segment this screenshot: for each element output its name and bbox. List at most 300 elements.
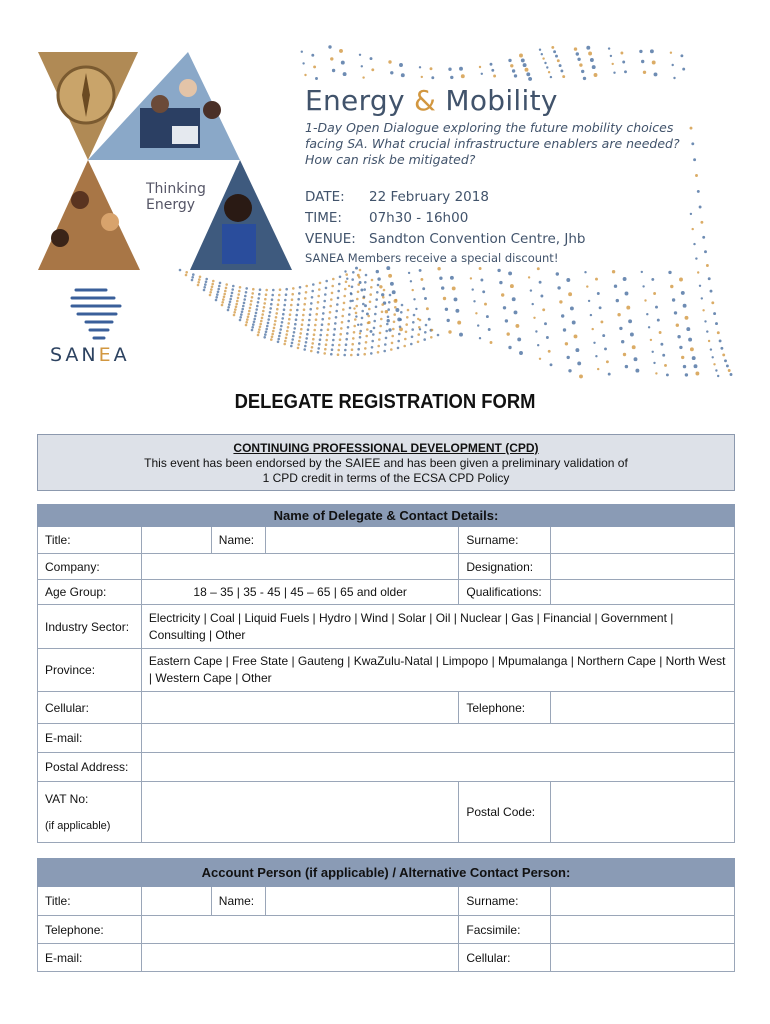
wave-dot	[269, 307, 272, 310]
wave-dot	[693, 243, 695, 245]
wave-dot	[259, 326, 262, 329]
wave-dot	[702, 236, 705, 239]
wave-dot	[283, 343, 286, 346]
wave-dot	[179, 269, 182, 272]
account-email-label: E-mail:	[38, 944, 142, 972]
wave-dot	[249, 303, 252, 306]
wave-dot	[412, 321, 415, 324]
wave-dot	[315, 318, 318, 321]
wave-dot	[204, 283, 207, 286]
wave-dot	[191, 276, 194, 279]
wave-dot	[532, 303, 534, 305]
wave-dot	[379, 325, 382, 328]
wave-dot	[381, 293, 384, 296]
wave-dot	[581, 70, 584, 73]
account-name-label: Name:	[211, 887, 265, 916]
wave-dot	[325, 287, 328, 290]
wave-dot	[323, 306, 326, 309]
wave-dot	[299, 286, 302, 289]
wave-dot	[630, 333, 634, 337]
wave-dot	[231, 292, 234, 295]
title-field[interactable]	[141, 527, 211, 554]
wave-dot	[450, 76, 453, 79]
wave-dot	[717, 331, 720, 334]
wave-dot	[375, 306, 378, 309]
wave-dot	[539, 281, 542, 284]
wave-dot	[702, 309, 704, 311]
wave-dot	[514, 310, 518, 314]
wave-dot	[730, 373, 733, 376]
wave-dot	[327, 328, 330, 331]
wave-dot	[424, 297, 427, 300]
wave-dot	[378, 338, 381, 341]
wave-dot	[345, 338, 348, 341]
wave-dot	[278, 335, 281, 338]
wave-dot	[331, 344, 334, 347]
time-label: TIME:	[305, 210, 342, 226]
wave-dot	[680, 54, 683, 57]
wave-dot	[530, 289, 532, 291]
wave-dot	[310, 302, 313, 305]
postal-address-field[interactable]	[141, 753, 734, 782]
wave-dot	[234, 308, 237, 311]
wave-dot	[302, 62, 304, 64]
telephone-field[interactable]	[551, 692, 735, 724]
wave-dot	[293, 327, 296, 330]
wave-dot	[251, 292, 254, 295]
wave-dot	[359, 336, 362, 339]
wave-dot	[574, 47, 577, 50]
wave-dot	[245, 291, 248, 294]
wave-dot	[539, 49, 541, 51]
account-cellular-field[interactable]	[551, 944, 735, 972]
wave-dot	[295, 314, 298, 317]
wave-dot	[348, 313, 351, 316]
wave-dot	[423, 338, 426, 341]
wave-dot	[371, 346, 374, 349]
wave-dot	[642, 285, 644, 287]
wave-dot	[323, 352, 326, 355]
wave-dot	[305, 341, 308, 344]
wave-dot	[593, 342, 595, 344]
wave-dot	[701, 297, 703, 299]
wave-dot	[537, 267, 540, 270]
event-time	[305, 210, 468, 226]
telephone-label: Telephone:	[459, 692, 551, 724]
wave-dot	[343, 295, 346, 298]
wave-dot	[291, 293, 294, 296]
wave-dot	[542, 308, 545, 311]
wave-dot	[254, 315, 257, 318]
wave-dot	[272, 289, 275, 292]
wave-dot	[692, 356, 696, 360]
wave-dot	[624, 70, 627, 73]
wave-dot	[221, 304, 224, 307]
wave-dot	[479, 337, 481, 339]
wave-dot	[650, 49, 654, 53]
wave-dot	[244, 295, 247, 298]
wave-dot	[437, 267, 440, 270]
wave-dot	[576, 52, 579, 55]
industry-sector-options[interactable]: Electricity | Coal | Liquid Fuels | Hydro | Wind | Solar | Oil | Nuclear | Gas | Financial | Government | Consulting | Other	[141, 605, 734, 649]
wave-dot	[391, 335, 394, 338]
wave-dot	[410, 280, 412, 282]
wave-dot	[349, 300, 352, 303]
wave-dot	[568, 369, 571, 372]
wave-dot	[285, 293, 288, 296]
wave-dot	[634, 357, 638, 361]
wave-dot	[192, 273, 195, 276]
wave-dot	[235, 306, 238, 309]
thinking-energy-logo	[146, 181, 206, 213]
wave-dot	[303, 308, 306, 311]
wave-dot	[337, 349, 340, 352]
wave-dot	[369, 293, 372, 296]
wave-dot	[359, 332, 361, 334]
wave-dot	[221, 301, 224, 304]
wave-dot	[557, 59, 560, 62]
wave-dot	[291, 298, 294, 301]
event-title-ampersand: &	[414, 84, 437, 117]
wave-dot	[263, 306, 266, 309]
wave-dot	[473, 300, 475, 302]
wave-dot	[525, 68, 529, 72]
age-group-options[interactable]: 18 – 35 | 35 - 45 | 45 – 65 | 65 and older	[141, 580, 458, 605]
wave-dot	[519, 351, 523, 355]
wave-dot	[395, 299, 398, 302]
surname-label: Surname:	[459, 527, 551, 554]
wave-dot	[218, 285, 221, 288]
wave-dot	[439, 277, 442, 280]
wave-dot	[361, 310, 364, 313]
wave-dot	[394, 306, 397, 309]
wave-dot	[347, 320, 350, 323]
wave-dot	[710, 290, 713, 293]
wave-dot	[472, 288, 474, 290]
account-name-field[interactable]	[265, 887, 459, 916]
wave-dot	[297, 347, 300, 350]
wave-dot	[211, 283, 214, 286]
wave-dot	[457, 321, 461, 325]
wave-dot	[225, 287, 228, 290]
wave-dot	[359, 54, 361, 56]
wave-dot	[215, 296, 218, 299]
wave-dot	[361, 317, 364, 320]
wave-dot	[197, 281, 200, 284]
wave-dot	[572, 321, 576, 325]
wave-dot	[266, 325, 269, 328]
wave-dot	[579, 63, 582, 66]
wave-dot	[227, 306, 230, 309]
wave-dot	[533, 317, 535, 319]
wave-dot	[284, 340, 287, 343]
wave-dot	[265, 293, 268, 296]
wave-dot	[246, 318, 249, 321]
time-value: 07h30 - 16h00	[369, 210, 469, 226]
wave-dot	[699, 206, 702, 209]
wave-dot	[243, 302, 246, 305]
wave-dot	[403, 345, 406, 348]
wave-dot	[695, 174, 698, 177]
wave-dot	[548, 350, 551, 353]
wave-dot	[325, 339, 328, 342]
wave-dot	[217, 291, 220, 294]
wave-dot	[278, 294, 281, 297]
wave-dot	[510, 64, 513, 67]
wave-dot	[259, 323, 262, 326]
wave-dot	[280, 325, 283, 328]
wave-dot	[267, 322, 270, 325]
wave-dot	[311, 342, 314, 345]
wave-dot	[245, 321, 248, 324]
wave-dot	[341, 315, 344, 318]
wave-dot	[541, 53, 543, 55]
wave-dot	[626, 306, 630, 310]
wave-dot	[528, 77, 532, 81]
qualifications-field[interactable]	[551, 580, 735, 605]
wave-dot	[648, 326, 650, 328]
wave-dot	[577, 361, 581, 365]
wave-dot	[247, 316, 250, 319]
event-banner	[0, 0, 770, 380]
wave-dot	[332, 339, 335, 342]
wave-dot	[499, 281, 502, 284]
wave-dot	[229, 298, 232, 301]
wave-dot	[245, 324, 248, 327]
designation-field[interactable]	[551, 554, 735, 580]
wave-dot	[610, 55, 612, 57]
wave-dot	[588, 52, 592, 56]
sanea-wordmark	[50, 344, 130, 366]
company-label: Company:	[38, 554, 142, 580]
wave-dot	[242, 305, 245, 308]
wave-dot	[217, 288, 220, 291]
wave-dot	[431, 329, 434, 332]
wave-dot	[291, 342, 294, 345]
wave-dot	[508, 59, 511, 62]
wave-dot	[672, 64, 674, 66]
email-field[interactable]	[141, 724, 734, 753]
wave-dot	[277, 341, 280, 344]
wave-dot	[252, 288, 255, 291]
wave-dot	[239, 319, 242, 322]
account-title-field[interactable]	[141, 887, 211, 916]
wave-dot	[595, 278, 598, 281]
wave-dot	[357, 324, 359, 326]
wave-dot	[224, 290, 227, 293]
wave-dot	[367, 322, 370, 325]
wave-dot	[353, 307, 355, 309]
wave-dot	[681, 356, 684, 359]
event-title-part: Mobility	[436, 84, 558, 117]
wave-dot	[281, 321, 284, 324]
wave-dot	[548, 71, 550, 73]
wave-dot	[237, 293, 240, 296]
wave-dot	[257, 331, 260, 334]
account-surname-field[interactable]	[551, 887, 735, 916]
wave-dot	[292, 335, 295, 338]
wave-dot	[512, 297, 516, 301]
wave-dot	[377, 277, 380, 280]
wave-dot	[620, 52, 623, 55]
wave-dot	[622, 61, 625, 64]
wave-dot	[717, 375, 719, 377]
account-facsimile-field[interactable]	[551, 916, 735, 944]
vat-field[interactable]	[141, 782, 458, 843]
wave-dot	[264, 333, 267, 336]
wave-dot	[459, 333, 463, 337]
wave-dot	[546, 336, 549, 339]
wave-dot	[528, 276, 530, 278]
wave-dot	[191, 279, 194, 282]
wave-dot	[595, 355, 597, 357]
wave-dot	[355, 312, 358, 315]
wave-dot	[570, 306, 574, 310]
wave-dot	[550, 76, 552, 78]
wave-dot	[602, 334, 605, 337]
wave-dot	[314, 324, 317, 327]
wave-dot	[265, 331, 268, 334]
wave-dot	[392, 328, 395, 331]
wave-dot	[370, 352, 373, 355]
wave-dot	[299, 332, 302, 335]
wave-dot	[679, 278, 683, 282]
wave-dot	[289, 313, 292, 316]
wave-dot	[681, 291, 685, 295]
wave-dot	[371, 68, 374, 71]
wave-dot	[411, 336, 414, 339]
wave-dot	[331, 285, 334, 288]
wave-dot	[311, 290, 314, 293]
wave-dot	[664, 364, 667, 367]
wave-dot	[251, 329, 254, 332]
wave-dot	[267, 318, 270, 321]
wave-dot	[690, 347, 694, 351]
wave-dot	[608, 373, 611, 376]
wave-dot	[317, 351, 320, 354]
name-field[interactable]	[265, 527, 459, 554]
wave-dot	[417, 341, 420, 344]
wave-dot	[413, 314, 416, 317]
wave-dot	[712, 356, 714, 358]
wave-dot	[655, 306, 658, 309]
wave-dot	[388, 60, 391, 63]
wave-dot	[370, 286, 373, 289]
wave-dot	[400, 311, 403, 314]
wave-dot	[308, 319, 311, 322]
wave-dot	[505, 319, 508, 322]
wave-dot	[490, 63, 493, 66]
wave-dot	[568, 292, 572, 296]
account-telephone-label: Telephone:	[38, 916, 142, 944]
wave-dot	[556, 272, 559, 275]
wave-dot	[537, 344, 539, 346]
surname-field[interactable]	[551, 527, 735, 554]
wave-dot	[670, 52, 672, 54]
wave-dot	[334, 322, 337, 325]
wave-dot	[324, 348, 327, 351]
wave-dot	[508, 346, 511, 349]
wave-dot	[493, 75, 496, 78]
vat-label: VAT No:	[45, 792, 89, 806]
wave-dot	[600, 320, 603, 323]
vat-note: (if applicable)	[45, 820, 111, 832]
wave-dot	[567, 356, 570, 359]
wave-dot	[652, 351, 654, 353]
wave-dot	[355, 305, 358, 308]
wave-dot	[232, 285, 235, 288]
wave-dot	[355, 267, 358, 270]
wave-dot	[419, 319, 422, 322]
wave-dot	[592, 65, 596, 69]
wave-dot	[359, 330, 362, 333]
wave-dot	[185, 274, 188, 277]
wave-dot	[608, 47, 610, 49]
wave-dot	[623, 353, 626, 356]
province-label: Province:	[38, 649, 142, 692]
wave-dot	[644, 299, 646, 301]
wave-dot	[417, 333, 420, 336]
wave-dot	[448, 68, 451, 71]
wave-dot	[666, 373, 669, 376]
wave-dot	[597, 368, 599, 370]
wave-dot	[641, 60, 644, 63]
province-options[interactable]: Eastern Cape | Free State | Gauteng | KwaZulu-Natal | Limpopo | Mpumalanga | Northern Cape | North West | Western Cape | Other	[141, 649, 734, 692]
wave-dot	[357, 283, 360, 286]
wave-dot	[704, 320, 706, 322]
wave-dot	[337, 297, 340, 300]
wave-dot	[594, 73, 598, 77]
wave-dot	[263, 336, 266, 339]
wave-dot	[616, 299, 619, 302]
account-person-table	[37, 858, 735, 972]
wave-dot	[197, 284, 200, 287]
wave-dot	[484, 303, 487, 306]
wave-dot	[329, 311, 332, 314]
wave-dot	[480, 279, 483, 282]
wave-dot	[685, 373, 688, 376]
cellular-field[interactable]	[141, 692, 458, 724]
wave-dot	[209, 294, 212, 297]
wave-dot	[388, 274, 392, 278]
wave-dot	[239, 316, 242, 319]
wave-dot	[368, 308, 371, 311]
account-email-field[interactable]	[141, 944, 458, 972]
wordmark-accent: E	[98, 344, 114, 366]
wave-dot	[333, 333, 336, 336]
wave-dot	[708, 340, 710, 342]
wave-dot	[277, 303, 280, 306]
company-field[interactable]	[141, 554, 458, 580]
wave-dot	[323, 300, 326, 303]
wave-dot	[320, 329, 323, 332]
wave-dot	[364, 281, 367, 284]
postal-code-field[interactable]	[551, 782, 735, 843]
wave-dot	[586, 46, 590, 50]
wave-dot	[625, 292, 629, 296]
wave-dot	[349, 307, 352, 310]
wave-dot	[253, 321, 256, 324]
wave-dot	[441, 286, 444, 289]
wave-dot	[590, 314, 592, 316]
wave-dot	[309, 313, 312, 316]
wave-dot	[237, 297, 240, 300]
wave-dot	[258, 328, 261, 331]
wave-dot	[405, 331, 408, 334]
wave-dot	[215, 299, 218, 302]
account-telephone-field[interactable]	[141, 916, 458, 944]
wave-dot	[551, 46, 554, 49]
